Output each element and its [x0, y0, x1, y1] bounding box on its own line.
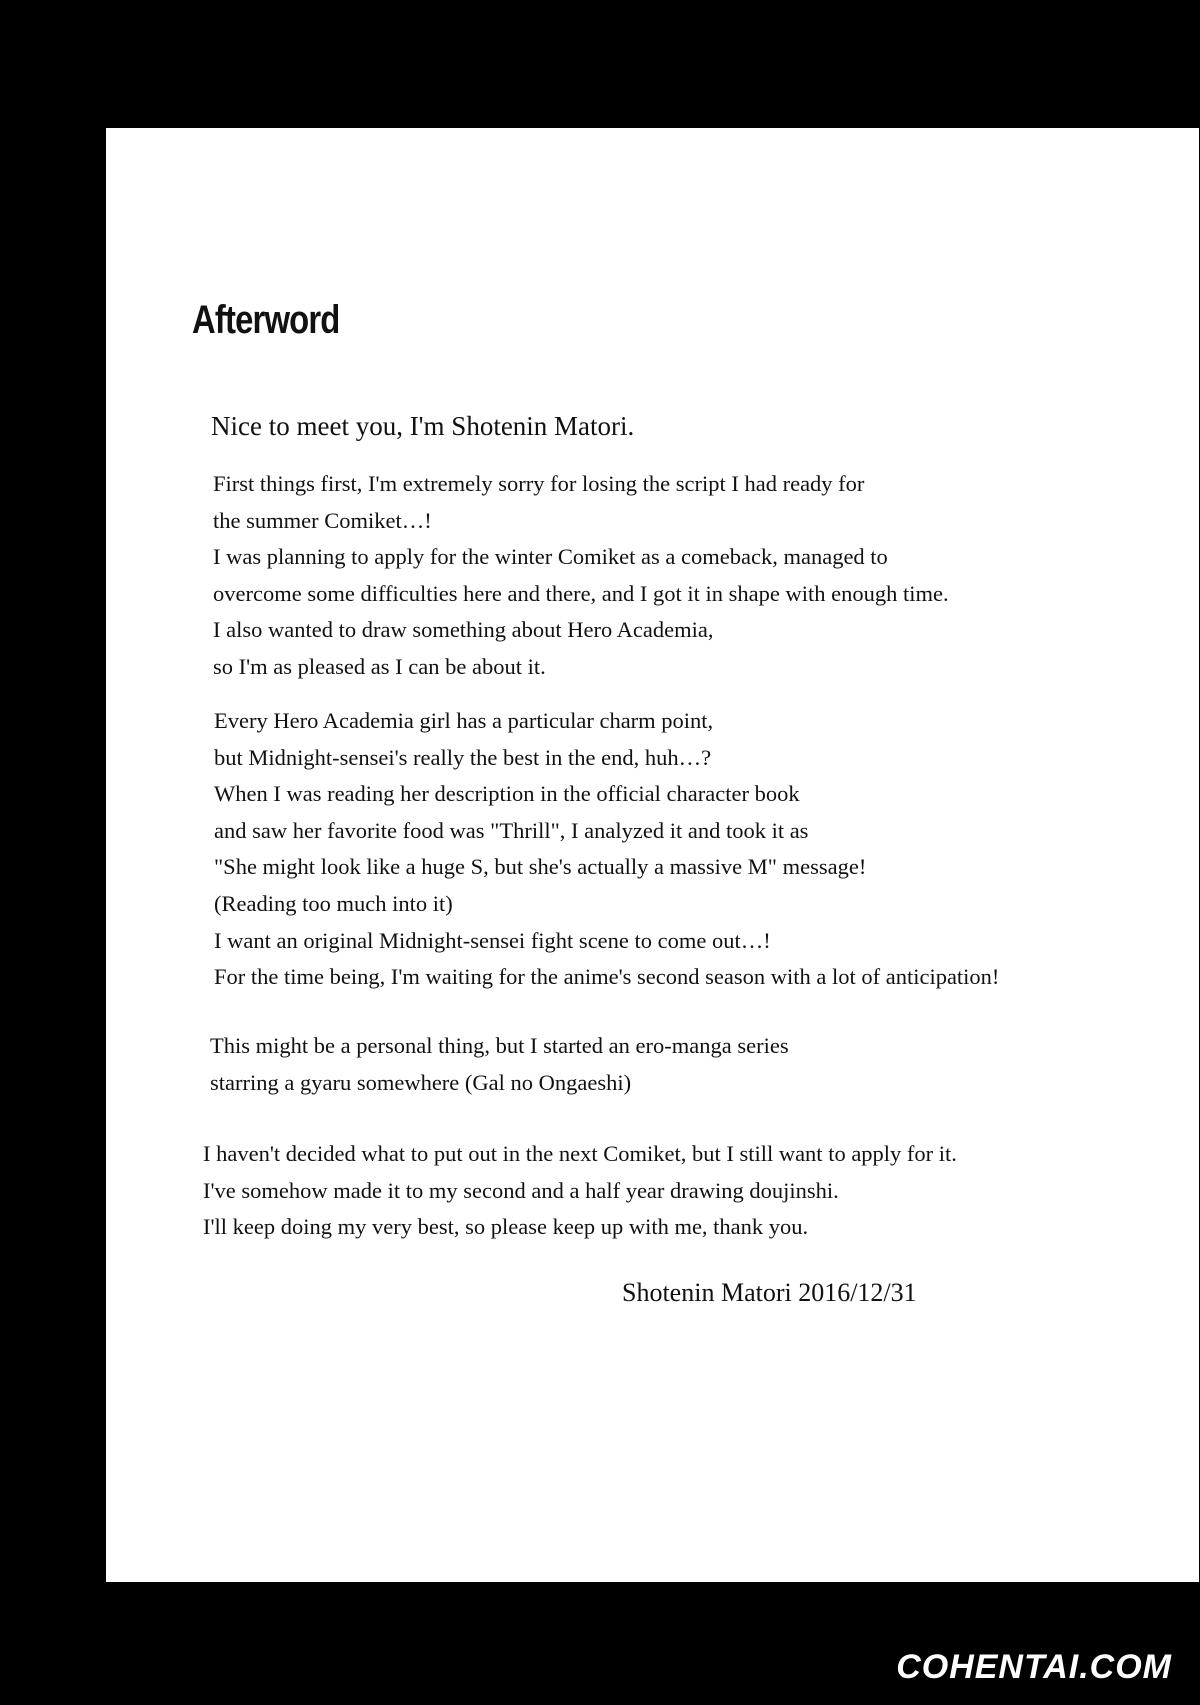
- text-line: When I was reading her description in the official character book: [214, 781, 800, 807]
- paragraph-series: [210, 1028, 789, 1101]
- text-line: "She might look like a huge S, but she's actually a massive M" message!: [214, 854, 867, 880]
- text-line: First things first, I'm extremely sorry for losing the script I had ready for: [213, 471, 865, 496]
- paragraph-midnight: [214, 703, 999, 996]
- text-line: the summer Comiket…!: [213, 507, 432, 533]
- text-line: starring a gyaru somewhere (Gal no Ongaeshi): [210, 1069, 632, 1095]
- page-title: Afterword: [192, 298, 340, 342]
- text-line: I've somehow made it to my second and a half year drawing doujinshi.: [203, 1177, 839, 1203]
- text-line: overcome some difficulties here and there, and I got it in shape with enough time.: [213, 580, 949, 606]
- text-line: so I'm as pleased as I can be about it.: [213, 653, 546, 679]
- text-line: but Midnight-sensei's really the best in the end, huh…?: [214, 744, 712, 770]
- text-line: This might be a personal thing, but I started an ero-manga series: [210, 1033, 789, 1058]
- paragraph-closing: [203, 1136, 957, 1246]
- greeting-line: Nice to meet you, I'm Shotenin Matori.: [211, 411, 635, 441]
- paragraph-apology: [213, 466, 949, 686]
- document-page: [106, 128, 1199, 1582]
- text-line: Every Hero Academia girl has a particular charm point,: [214, 708, 714, 733]
- text-line: (Reading too much into it): [214, 890, 453, 916]
- text-line: I want an original Midnight-sensei fight scene to come out…!: [214, 927, 771, 953]
- watermark: COHENTAI.COM: [896, 1648, 1172, 1686]
- text-line: I'll keep doing my very best, so please keep up with me, thank you.: [203, 1214, 809, 1240]
- text-line: and saw her favorite food was "Thrill", I analyzed it and took it as: [214, 817, 809, 843]
- text-line: For the time being, I'm waiting for the anime's second season with a lot of anticipation!: [214, 964, 1000, 990]
- text-line: I haven't decided what to put out in the next Comiket, but I still want to apply for it.: [203, 1141, 957, 1166]
- text-line: I also wanted to draw something about Hero Academia,: [213, 617, 714, 643]
- text-line: I was planning to apply for the winter Comiket as a comeback, managed to: [213, 544, 888, 570]
- signature: Shotenin Matori 2016/12/31: [622, 1278, 917, 1307]
